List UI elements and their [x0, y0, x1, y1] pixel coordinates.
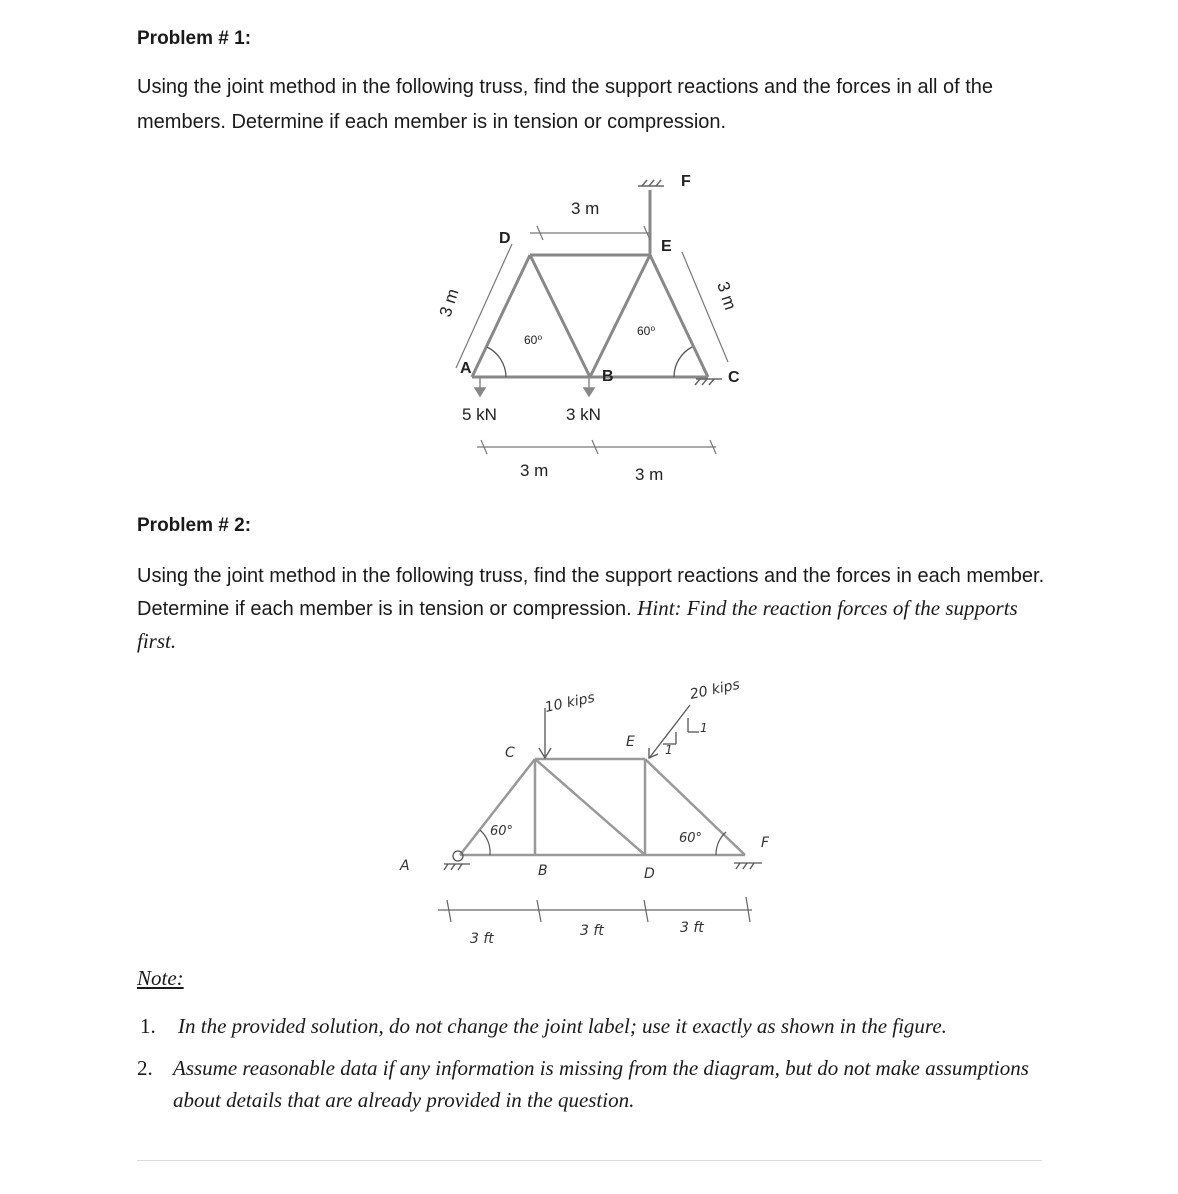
note-item-2-number: 2. [137, 1056, 153, 1080]
member-DB [530, 255, 590, 377]
p2-dim-3-label: 3 ft [680, 920, 704, 936]
page-divider [137, 1160, 1042, 1161]
p2-angle-right-label: 60° [679, 831, 703, 846]
p2-load-E-label: 20 kips [688, 676, 742, 703]
problem2-truss-figure [0, 660, 1178, 960]
p2-dim-2-label: 3 ft [580, 923, 604, 939]
load-A-label: 5 kN [462, 405, 497, 424]
dim-bottom-left-label: 3 m [520, 461, 549, 480]
problem1-text: Using the joint method in the following truss, find the support reactions and the forces in all of the members. Determine if each member is in tension or compression. [137, 76, 994, 133]
problem1-heading: Problem # 1: [137, 28, 252, 49]
note-title: Note: [137, 966, 184, 990]
joint-C-label: C [728, 369, 740, 386]
dim-left-label: 3 m [435, 286, 463, 320]
note-item-1-text: In the provided solution, do not change the joint label; use it exactly as shown in the figure. [178, 1014, 947, 1038]
note-item-2-text: Assume reasonable data if any information is missing from the diagram, but do not make assumptions about details that are already provided in the question. [173, 1056, 1029, 1112]
joint-B-label: B [602, 368, 614, 385]
p2-joint-A-label: A [400, 858, 410, 874]
p2-dim-1-label: 3 ft [470, 931, 494, 947]
dim-right-label: 3 m [713, 279, 741, 313]
dim-bottom-right-label: 3 m [635, 465, 664, 484]
joint-A-label: A [460, 360, 472, 377]
member-BE [590, 255, 650, 377]
problem2-text: Using the joint method in the following truss, find the support reactions and the forces in each member. Determine if each member is in tension or compression. [137, 565, 1045, 620]
dim-top-label: 3 m [571, 199, 600, 218]
joint-F-label: F [681, 173, 691, 190]
problem2-hint: Hint: Find the reaction forces of the supports first. [137, 596, 1018, 653]
problem2-heading: Problem # 2: [137, 515, 252, 536]
p2-joint-C-label: C [505, 745, 515, 761]
angle-left-label: 60⁰ [524, 333, 543, 347]
joint-D-label: D [499, 230, 511, 247]
note-item-1-number: 1. [140, 1014, 156, 1038]
p2-joint-F-label: F [761, 835, 770, 851]
p2-load-C-label: 10 kips [543, 689, 597, 716]
member-AC [460, 759, 535, 855]
p2-joint-B-label: B [538, 863, 548, 879]
joint-E-label: E [661, 238, 672, 255]
angle-right-label: 60⁰ [637, 324, 656, 338]
support-F-hatch [638, 180, 664, 186]
p2-joint-E-label: E [626, 734, 635, 750]
p2-slope-label-a: 1 [700, 721, 708, 735]
problem1-truss-figure [0, 0, 1178, 500]
p2-angle-left-label: 60° [490, 824, 514, 839]
member-CD [535, 759, 645, 855]
support-C-hatch [695, 379, 722, 385]
load-B-label: 3 kN [566, 405, 601, 424]
p2-slope-label-b: 1 [665, 743, 673, 757]
problem2-paragraph [137, 560, 1047, 658]
p2-joint-D-label: D [644, 866, 655, 882]
